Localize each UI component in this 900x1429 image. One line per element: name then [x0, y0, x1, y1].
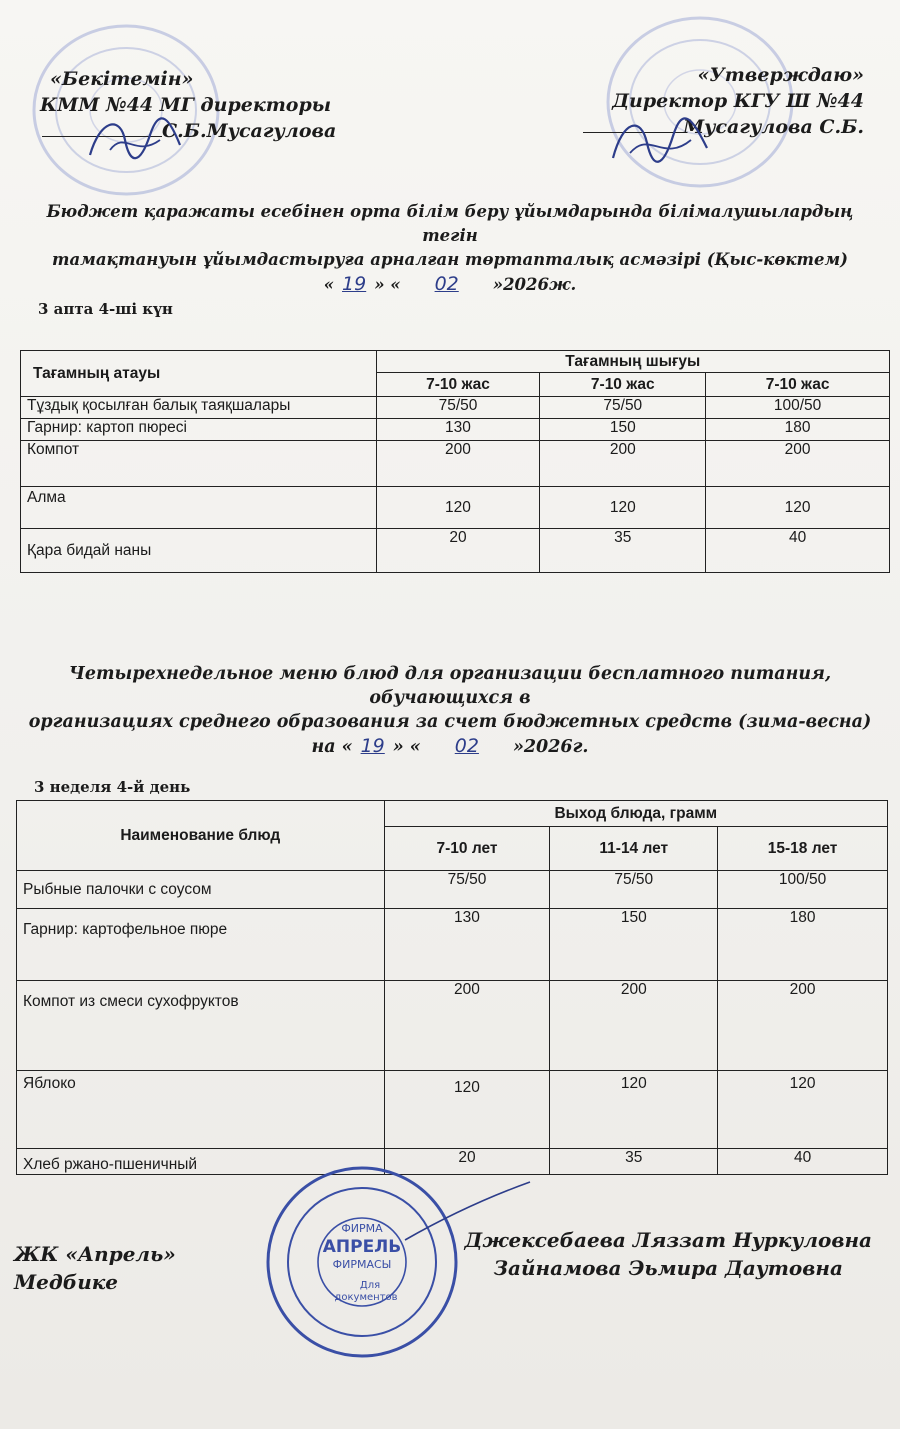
stamp-firm-label: ФИРМА	[341, 1222, 383, 1235]
dish-yield: 200	[384, 981, 550, 1071]
dish-yield: 120	[718, 1071, 888, 1149]
stamp-docs-label: Для	[359, 1280, 381, 1291]
dish-yield: 180	[718, 909, 888, 981]
menu-table-kz	[20, 350, 890, 573]
company-name: ЖК «Апрель»	[14, 1242, 176, 1266]
signature-block-left	[14, 1240, 176, 1296]
dish-name: Алма	[21, 487, 377, 529]
dish-name: Компот из смеси сухофруктов	[17, 981, 385, 1071]
stamp-docs-label: документов	[334, 1292, 398, 1303]
table-row	[17, 981, 888, 1071]
director-title-kz: КММ №44 МГ директоры	[40, 94, 332, 116]
dish-name: Тұздық қосылған балық таяқшалары	[21, 397, 377, 419]
menu-table-ru	[16, 800, 888, 1175]
approve-label-kz: «Бекітемін»	[50, 68, 194, 90]
col-header-name-kz: Тағамның атауы	[21, 351, 377, 397]
dish-yield: 20	[376, 529, 540, 573]
dish-yield: 200	[718, 981, 888, 1071]
dish-yield: 120	[706, 487, 890, 529]
date-month-ru: 02	[454, 735, 479, 757]
menu-title-ru: Четырехнедельное меню блюд для организации бесплатного питания, обучающихся в организациях среднего образования за счет бюджетных средств (зима-весна) на « 19 » « 02 »2026г.	[28, 664, 872, 757]
dish-name: Компот	[21, 441, 377, 487]
dish-yield: 130	[376, 419, 540, 441]
table-row	[21, 441, 890, 487]
dish-name: Гарнир: картофельное пюре	[17, 909, 385, 981]
dish-name: Гарнир: картоп пюресі	[21, 419, 377, 441]
dish-yield: 75/50	[384, 871, 550, 909]
dish-yield: 150	[540, 419, 706, 441]
dish-name: Қара бидай наны	[21, 529, 377, 573]
dish-yield: 120	[550, 1071, 718, 1149]
age-header-kz: 7-10 жас	[706, 373, 890, 397]
table-row	[21, 397, 890, 419]
dish-yield: 100/50	[706, 397, 890, 419]
date-day-ru: 19	[360, 735, 385, 757]
age-header-kz: 7-10 жас	[540, 373, 706, 397]
dish-yield: 40	[706, 529, 890, 573]
dish-yield: 75/50	[376, 397, 540, 419]
dish-yield: 130	[384, 909, 550, 981]
date-day-kz: 19	[342, 273, 367, 295]
col-header-name-ru: Наименование блюд	[17, 801, 385, 871]
dish-yield: 35	[540, 529, 706, 573]
signature-right-icon	[605, 108, 715, 178]
signature-left-icon	[80, 110, 190, 170]
table-row	[17, 871, 888, 909]
date-month-kz: 02	[434, 273, 459, 295]
dish-yield: 20	[384, 1149, 550, 1175]
dish-yield: 200	[706, 441, 890, 487]
table-row	[17, 1071, 888, 1149]
col-header-yield-kz: Тағамның шығуы	[376, 351, 889, 373]
table-row	[21, 529, 890, 573]
dish-yield: 200	[376, 441, 540, 487]
age-header-ru: 7-10 лет	[384, 827, 550, 871]
dish-yield: 120	[384, 1071, 550, 1149]
dish-yield: 150	[550, 909, 718, 981]
day-label-kz: 3 апта 4-ші күн	[38, 300, 173, 318]
col-header-yield-ru: Выход блюда, грамм	[384, 801, 887, 827]
dish-yield: 120	[376, 487, 540, 529]
dish-yield: 180	[706, 419, 890, 441]
signature-block-right	[465, 1226, 872, 1282]
menu-title-kz: Бюджет қаражаты есебінен орта білім беру ұйымдарында білімалушылардың тегін тамақтануын ұйымдастыруға арналған төртапталық асмәзірі (Қыс-көктем) « 19 » « 02 »2026ж.	[46, 202, 854, 295]
stamp-company-name: АПРЕЛЬ	[322, 1237, 402, 1257]
approve-label-ru: «Утверждаю»	[697, 64, 864, 86]
dish-yield: 75/50	[540, 397, 706, 419]
table-row	[21, 487, 890, 529]
dish-yield: 100/50	[718, 871, 888, 909]
dish-name: Яблоко	[17, 1071, 385, 1149]
dish-yield: 40	[718, 1149, 888, 1175]
dish-yield: 75/50	[550, 871, 718, 909]
age-header-ru: 11-14 лет	[550, 827, 718, 871]
director-title-ru: Директор КГУ Ш №44	[612, 90, 864, 112]
director-name-kz: С.Б.Мусагулова	[162, 120, 337, 142]
dish-yield: 35	[550, 1149, 718, 1175]
nurse-title: Медбике	[14, 1270, 119, 1294]
dish-name: Рыбные палочки с соусом	[17, 871, 385, 909]
age-header-kz: 7-10 жас	[376, 373, 540, 397]
dish-yield: 200	[540, 441, 706, 487]
table-row	[17, 909, 888, 981]
director-name-ru: Мусагулова С.Б.	[683, 116, 864, 138]
dish-yield: 120	[540, 487, 706, 529]
signatory-name-1: Джексебаева Ляззат Нуркуловна	[464, 1228, 872, 1252]
age-header-ru: 15-18 лет	[718, 827, 888, 871]
table-row	[21, 419, 890, 441]
day-label-ru: 3 неделя 4-й день	[34, 778, 191, 796]
stamp-firm-label-kz: ФИРМАСЫ	[332, 1258, 392, 1271]
dish-yield: 200	[550, 981, 718, 1071]
dish-name: Хлеб ржано-пшеничный	[17, 1149, 385, 1175]
signatory-name-2: Зайнамова Эьмира Даутовна	[493, 1256, 843, 1280]
